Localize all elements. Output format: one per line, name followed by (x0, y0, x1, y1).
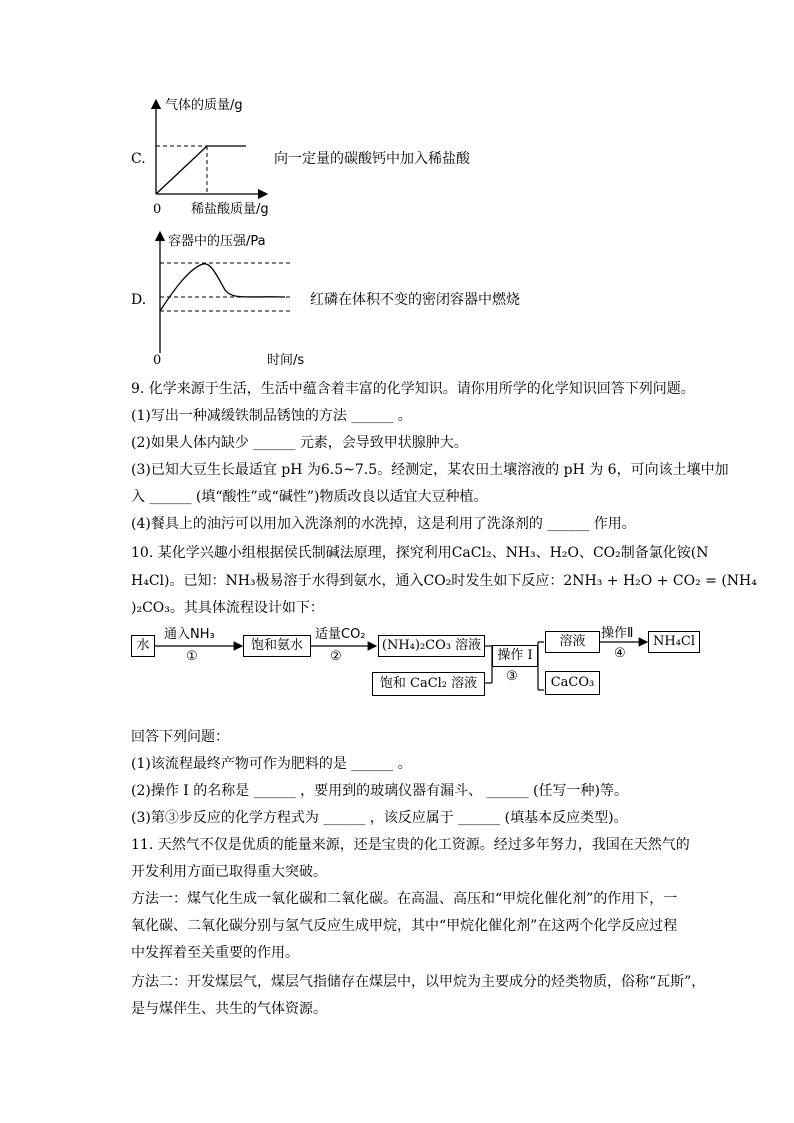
graph-c-origin: 0 (153, 202, 162, 217)
q9-part3-line2: 入 ______ (填“酸性”或“碱性”)物质改良以适宜大豆种植。 (131, 489, 488, 505)
q10-line3: )₂CO₃。其具体流程设计如下： (131, 600, 324, 616)
flow-water-box: 水 (131, 635, 155, 657)
flow-step1-num: ① (186, 649, 198, 664)
q10-part2: (2)操作 I 的名称是 ______ ，要用到的玻璃仪器有漏斗、 ______ (任写一种)等。 (131, 783, 628, 799)
flow-step2-num: ② (330, 649, 342, 664)
q11-line2: 开发利用方面已取得重大突破。 (131, 864, 327, 880)
q10-part1: (1)该流程最终产物可作为肥料的是 ______ 。 (131, 756, 412, 772)
q9-part3-line1: (3)已知大豆生长最适宜 pH 为6.5~7.5。经测定，某农田土壤溶液的 pH 为 6，可向该土壤中加 (131, 462, 729, 478)
q9-stem: 9. 化学来源于生活，生活中蕴含着丰富的化学知识。请你用所学的化学知识回答下列问题。 (131, 381, 695, 397)
graph-c-ylabel: 气体的质量/g (165, 98, 243, 113)
flow-calcium-chloride-box: 饱和 CaCl₂ 溶液 (372, 672, 485, 696)
q10-part3: (3)第③步反应的化学方程式为 ______ ，该反应属于 ______ (填基本反应类型)。 (131, 810, 628, 826)
q11-line3: 方法一：煤气化生成一氧化碳和二氧化碳。在高温、高压和“甲烷化催化剂”的作用下，一 (131, 891, 678, 907)
flow-step3-num: ③ (506, 669, 518, 684)
flow-solution-box: 溶液 (545, 631, 600, 653)
graph-d-xlabel: 时间/s (267, 353, 305, 368)
flow-ammonium-carbonate-box: (NH₄)₂CO₃ 溶液 (378, 635, 485, 657)
q11-line5: 中发挥着至关重要的作用。 (131, 945, 299, 961)
flow-step2-label: 适量CO₂ (315, 627, 366, 642)
q10-line2: H₄Cl)。已知：NH₃极易溶于水得到氨水，通入CO₂时发生如下反应：2NH₃ + H₂O + CO₂ = (NH₄ (131, 573, 757, 589)
graph-c-caption: 向一定量的碳酸钙中加入稀盐酸 (274, 151, 470, 167)
option-d-label: D. (131, 292, 147, 308)
flow-operation2-label: 操作Ⅱ (601, 626, 634, 641)
gas-mass-curve (156, 146, 246, 194)
flow-step4-num: ④ (614, 646, 626, 661)
q11-line1: 11. 天然气不仅是优质的能量来源，还是宝贵的化工资源。经过多年努力，我国在天然气的 (131, 837, 690, 853)
q9-part1: (1)写出一种减缓铁制品锈蚀的方法 ______ 。 (131, 408, 412, 424)
graph-d-caption: 红磷在体积不变的密闭容器中燃烧 (310, 292, 520, 308)
q11-line7: 是与煤伴生、共生的气体资源。 (131, 1001, 327, 1017)
q11-line4: 氧化碳、二氧化碳分别与氢气反应生成甲烷，其中“甲烷化催化剂”在这两个化学反应过程 (131, 918, 678, 934)
pressure-curve (160, 264, 285, 311)
flow-calcium-carbonate-box: CaCO₃ (545, 671, 600, 695)
q9-part4: (4)餐具上的油污可以用加入洗涤剂的水洗掉，这是利用了洗涤剂的 ______ 作用。 (131, 516, 636, 532)
graph-d-ylabel: 容器中的压强/Pa (168, 234, 266, 249)
q10-line1: 10. 某化学兴趣小组根据侯氏制碱法原理，探究利用CaCl₂、NH₃、H₂O、CO₂制备氯化铵(N (131, 545, 709, 561)
flow-saturated-ammonia-box: 饱和氨水 (243, 635, 311, 657)
flow-ammonium-chloride-box: NH₄Cl (648, 631, 700, 653)
q11-line6: 方法二：开发煤层气，煤层气指储存在煤层中，以甲烷为主要成分的烃类物质，俗称“瓦斯”， (131, 974, 706, 990)
q10-answer-prompt: 回答下列问题： (131, 729, 229, 745)
flow-operation1-box: 操作 I (492, 645, 538, 667)
graph-d-origin: 0 (153, 353, 162, 368)
option-c-label: C. (131, 151, 146, 167)
graph-c-xlabel: 稀盐酸质量/g (191, 202, 269, 217)
flow-step1-label: 通入NH₃ (164, 627, 215, 642)
q9-part2: (2)如果人体内缺少 ______ 元素，会导致甲状腺肿大。 (131, 435, 468, 451)
